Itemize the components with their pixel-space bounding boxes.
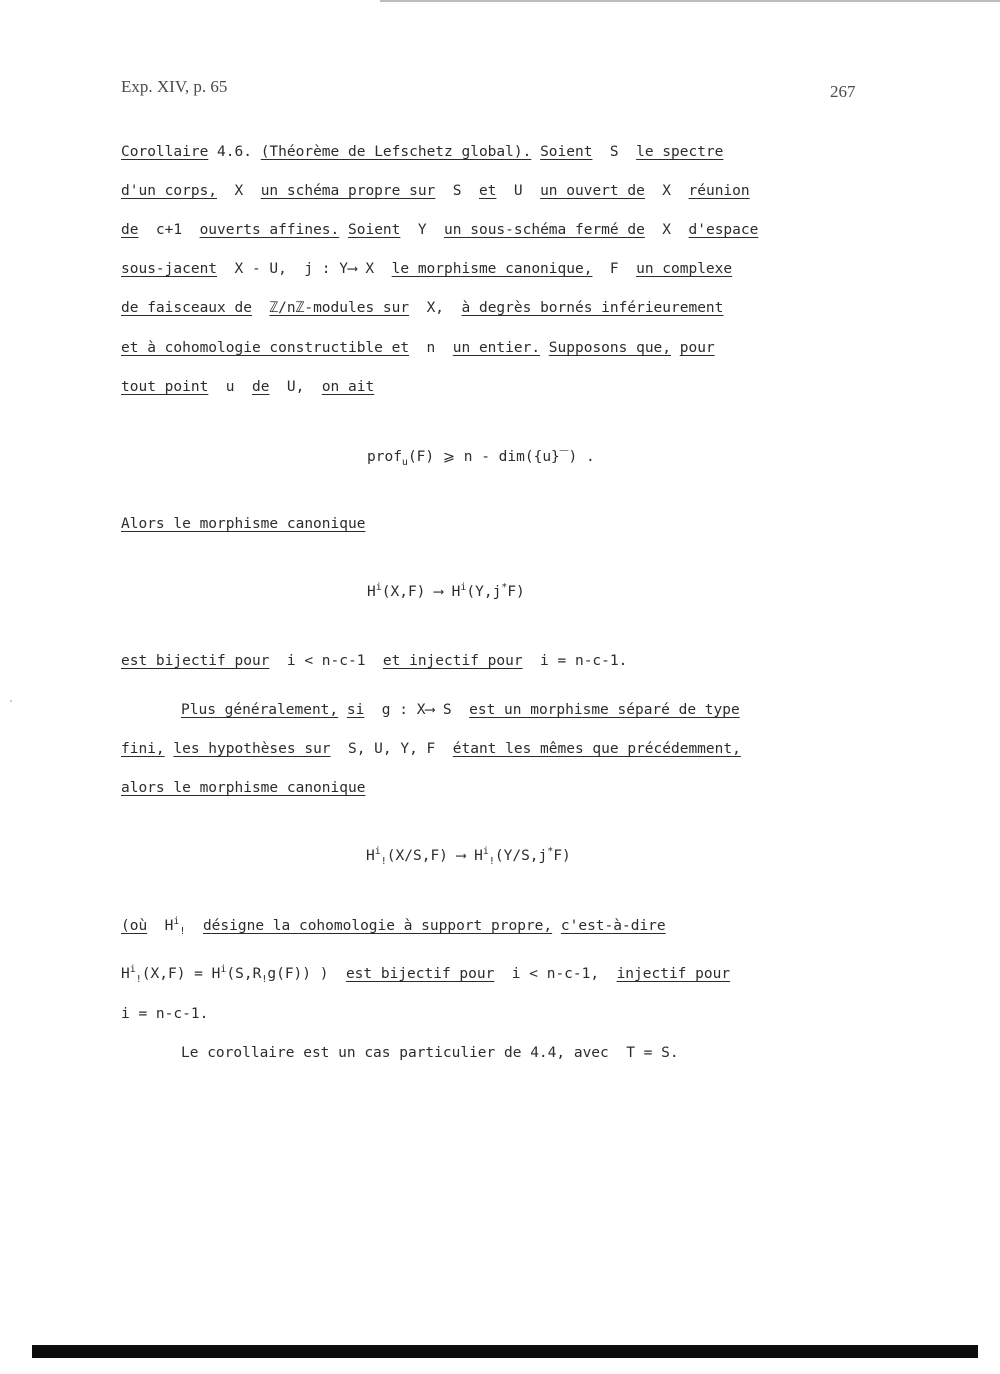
corollary-line-7: tout point u de U, on ait bbox=[121, 379, 375, 395]
general-line-3: alors le morphisme canonique bbox=[121, 780, 366, 796]
note-line-3: i = n-c-1. bbox=[121, 1006, 209, 1022]
general-line-1: Plus généralement, si g : X⟶ S est un morphisme séparé de type bbox=[181, 702, 740, 718]
corollary-line-3: de c+1 ouverts affines. Soient Y un sous-schéma fermé de X d'espace bbox=[121, 222, 759, 238]
corollary-line-6: et à cohomologie constructible et n un entier. Supposons que, pour bbox=[121, 340, 715, 356]
bijective-line: est bijectif pour i < n-c-1 et injectif pour i = n-c-1. bbox=[121, 653, 628, 669]
corollary-line-1: Corollaire 4.6. (Théorème de Lefschetz global). Soient S le spectre bbox=[121, 144, 724, 160]
scan-top-edge bbox=[380, 0, 1000, 2]
alors-line: Alors le morphisme canonique bbox=[121, 516, 366, 532]
corollary-line-5: de faisceaux de ℤ/nℤ-modules sur X, à degrès bornés inférieurement bbox=[121, 300, 724, 316]
general-line-2: fini, les hypothèses sur S, U, Y, F étant les mêmes que précédemment, bbox=[121, 741, 741, 757]
formula-depth-condition: prof$_u$(F) ⩾ n - dim({u}‾) . bbox=[367, 449, 595, 468]
running-header: Exp. XIV, p. 65 bbox=[121, 77, 228, 96]
corollary-line-2: d'un corps, X un schéma propre sur S et U un ouvert de X réunion bbox=[121, 183, 750, 199]
formula-canonical-morphism: $H^i(X,F)$ ⟶ $H^i(Y,j^*F)$ bbox=[367, 582, 525, 600]
page-number: 267 bbox=[830, 82, 856, 101]
scan-bottom-bar bbox=[32, 1345, 978, 1358]
note-line-2: $H^i_!(X,F) = H^i(S,R_!g(F))$ ) est bijectif pour i < n-c-1, injectif pour bbox=[121, 964, 731, 985]
corollary-line-4: sous-jacent X - U, j : Y⟶ X le morphisme canonique, F un complexe bbox=[121, 261, 733, 277]
corollary-title: (Théorème de Lefschetz global). bbox=[260, 144, 532, 160]
corollary-label: Corollaire bbox=[121, 144, 209, 160]
closing-sentence: Le corollaire est un cas particulier de 4.4, avec T = S. bbox=[181, 1045, 679, 1061]
scan-speck bbox=[10, 700, 12, 702]
note-line-1: (où $H^i_!$ désigne la cohomologie à support propre, c'est-à-dire bbox=[121, 916, 666, 937]
formula-proper-support-morphism: $H^i_!(X/S,F)$ ⟶ $H^i_!(Y/S,j^*F)$ bbox=[366, 846, 571, 867]
